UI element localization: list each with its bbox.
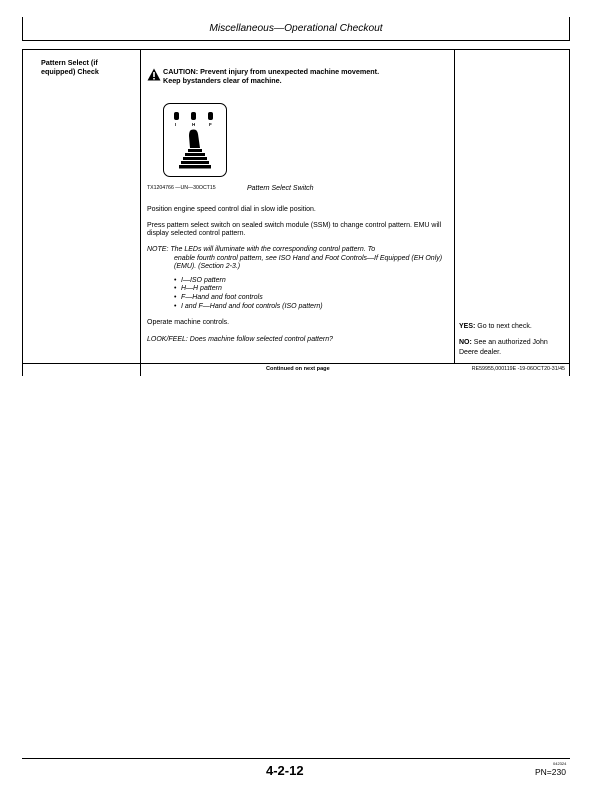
column-divider xyxy=(140,50,141,376)
step-press-switch: Press pattern select switch on sealed switch module (SSM) to change control pattern. EMU will display selected control pattern. xyxy=(147,221,442,238)
reference-code: RE59955,000119E -19-06OCT20-31/45 xyxy=(471,366,565,372)
table-bottom-rule xyxy=(23,363,569,364)
figure-title: Pattern Select Switch xyxy=(247,185,314,193)
no-text: See an authorized John Deere dealer. xyxy=(459,339,548,356)
check-table xyxy=(22,49,570,376)
caution-line-2: Keep bystanders clear of machine. xyxy=(163,75,282,85)
page-header xyxy=(22,17,570,41)
note-lead: NOTE: The LEDs will illuminate with the corresponding control pattern. To xyxy=(147,245,376,253)
yes-label: YES: xyxy=(459,323,476,330)
step-operate: Operate machine controls. xyxy=(147,319,230,327)
led-label-f: F xyxy=(209,122,212,128)
continued-note: Continued on next page xyxy=(266,366,330,372)
no-label: NO: xyxy=(459,339,472,346)
caution-block xyxy=(147,68,452,85)
yes-text: Go to next check. xyxy=(475,323,532,330)
list-item: • I—ISO pattern xyxy=(174,277,452,286)
footer-rule xyxy=(22,758,570,759)
figure-id: TX1204766 —UN—30OCT15 xyxy=(147,185,216,192)
column-divider xyxy=(454,50,455,364)
look-feel-question: LOOK/FEEL: Does machine follow selected control pattern? xyxy=(147,335,333,343)
list-item: • I and F—Hand and foot controls (ISO pattern) xyxy=(174,303,452,312)
note-rest: enable fourth control pattern, see ISO Hand and Foot Controls—If Equipped (EH Only) (EMU). (Section 2-3.) xyxy=(174,254,443,271)
list-item: • H—H pattern xyxy=(174,285,452,294)
figure-caption xyxy=(147,181,452,199)
pattern-list xyxy=(147,277,452,311)
warning-triangle-icon xyxy=(147,68,161,81)
section-title: Miscellaneous—Operational Checkout xyxy=(209,23,383,34)
caution-line-1: CAUTION: Prevent injury from unexpected machine movement. xyxy=(163,67,380,76)
joystick-illustration xyxy=(164,104,225,175)
header-rule xyxy=(22,40,570,41)
page-number: 4-2-12 xyxy=(266,763,304,778)
no-result xyxy=(459,338,551,358)
yes-result xyxy=(459,322,569,332)
procedure-column xyxy=(147,68,452,344)
step-speed-dial: Position engine speed control dial in slow idle position. xyxy=(147,206,316,214)
footer-code: 042324 xyxy=(553,761,567,766)
list-item: • F—Hand and foot controls xyxy=(174,294,452,303)
led-label-h: H xyxy=(192,122,196,128)
pn-label: PN=230 xyxy=(535,767,566,777)
led-label-i: I xyxy=(175,122,177,128)
pattern-select-switch-figure xyxy=(163,103,227,177)
note-block xyxy=(147,246,452,272)
check-name: Pattern Select (if equipped) Check xyxy=(41,58,99,76)
